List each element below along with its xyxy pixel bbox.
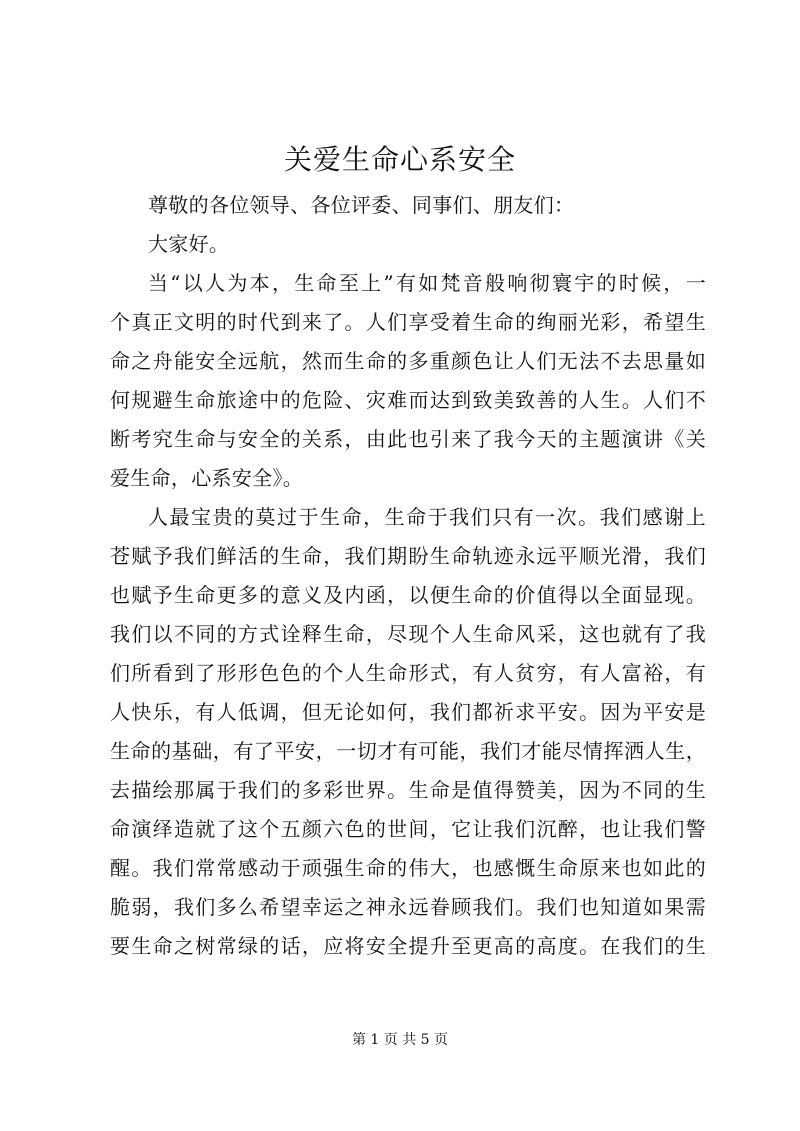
document-body [110, 186, 706, 966]
text-line: 生命的基础，有了平安，一切才有可能，我们才能尽情挥洒人生， [110, 739, 706, 763]
text-line: 也赋予生命更多的意义及内函，以便生命的价值得以全面显现。 [110, 583, 706, 607]
text-line: 尊敬的各位领导、各位评委、同事们、朋友们： [148, 193, 575, 217]
document-title: 关爱生命心系安全 [283, 143, 516, 176]
text-line: 人快乐，有人低调，但无论如何，我们都祈求平安。因为平安是 [110, 700, 706, 724]
text-line: 大家好。 [148, 232, 230, 256]
text-line: 要生命之树常绿的话，应将安全提升至更高的高度。在我们的生 [110, 934, 706, 958]
text-line: 脆弱，我们多么希望幸运之神永远眷顾我们。我们也知道如果需 [110, 895, 706, 919]
text-line: 爱生命，心系安全》。 [110, 466, 303, 490]
text-line: 们所看到了形形色色的个人生命形式，有人贫穷，有人富裕，有 [110, 661, 706, 685]
text-line: 命之舟能安全远航，然而生命的多重颜色让人们无法不去思量如 [110, 349, 706, 373]
text-line: 个真正文明的时代到来了。人们享受着生命的绚丽光彩，希望生 [110, 310, 706, 334]
text-line: 去描绘那属于我们的多彩世界。生命是值得赞美，因为不同的生 [110, 778, 706, 802]
page-footer [0, 1030, 800, 1050]
text-line: 我们以不同的方式诠释生命，尽现个人生命风采，这也就有了我 [110, 622, 706, 646]
text-line: 何规避生命旅途中的危险、灾难而达到致美致善的人生。人们不 [110, 388, 706, 412]
page-number-label: 第 1 页 共 5 页 [351, 1032, 449, 1048]
text-line: 人最宝贵的莫过于生命，生命于我们只有一次。我们感谢上 [148, 505, 706, 529]
text-line: 断考究生命与安全的关系，由此也引来了我今天的主题演讲《关 [110, 427, 706, 451]
text-line: 当“以人为本，生命至上”有如梵音般响彻寰宇的时候，一 [148, 271, 706, 295]
text-line: 命演绎造就了这个五颜六色的世间，它让我们沉醉，也让我们警 [110, 817, 706, 841]
text-line: 醒。我们常常感动于顽强生命的伟大，也感慨生命原来也如此的 [110, 856, 706, 880]
text-line: 苍赋予我们鲜活的生命，我们期盼生命轨迹永远平顺光滑，我们 [110, 544, 706, 568]
